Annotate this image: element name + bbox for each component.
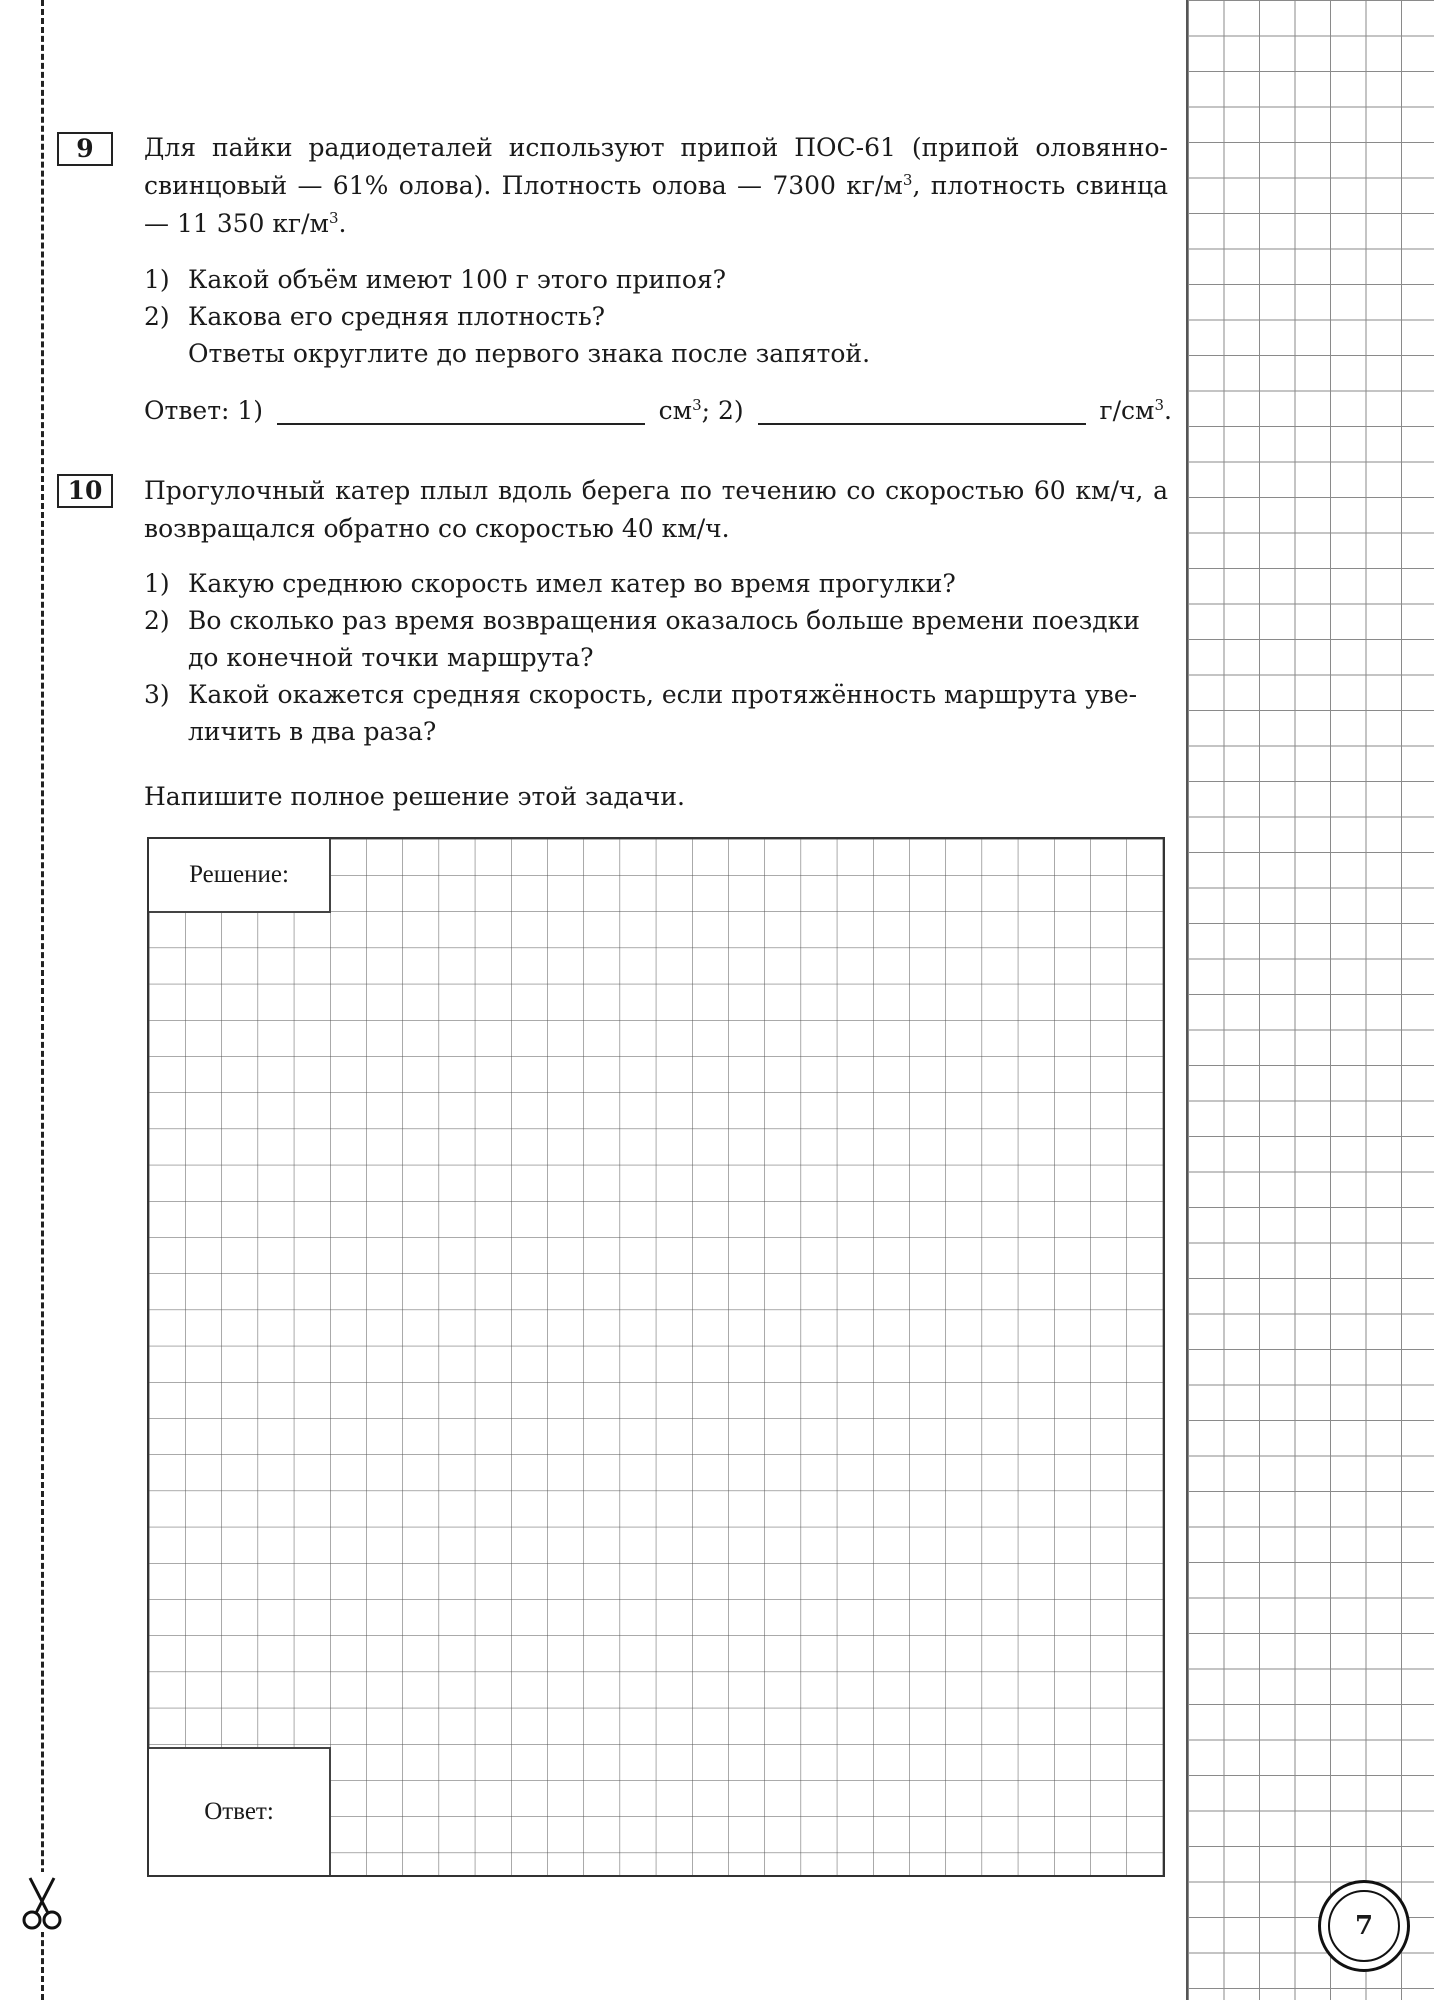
task-10-text: Прогулочный катер плыл вдоль берега по течению со скоростью 60 км/ч, а возвращался обратно со скоростью 40 км/ч. (144, 476, 1168, 543)
task-10-q3-text-line2: личить в два раза? (188, 717, 437, 746)
cut-line (41, 0, 44, 2000)
task-10-q2-text-line2: до конечной точки маршрута? (188, 643, 594, 672)
solution-label: Решение: (149, 839, 331, 913)
task-9-sup1: 3 (902, 171, 913, 189)
task-10-instruction: Напишите полное решение этой задачи. (144, 782, 685, 811)
task-9-text-c: . (338, 209, 347, 238)
task-9-note: Ответы округлите до первого знака после запятой. (188, 339, 871, 368)
task-10-q3-text-line1: Какой окажется средняя скорость, если протяжённость маршрута уве- (188, 680, 1138, 709)
answer-label: Ответ: (149, 1747, 331, 1875)
task-10-question-3 (144, 676, 1137, 713)
task-9-question-2 (144, 298, 605, 335)
task-9-q1-number: 1) (144, 265, 170, 294)
margin-grid (1186, 0, 1434, 2000)
task-9-answer-2-field[interactable] (758, 397, 1086, 425)
task-9-unit-2-text: г/см (1099, 396, 1155, 425)
page-number-badge (1318, 1880, 1410, 1972)
task-10-q2-number: 2) (144, 606, 170, 635)
task-9-q1-text: Какой объём имеют 100 г этого припоя? (188, 265, 727, 294)
task-9-q2-text: Какова его средняя плотность? (188, 302, 606, 331)
task-9-unit-1-sup: 3 (692, 396, 702, 414)
task-9-question-1 (144, 261, 726, 298)
task-9-answer-1-field[interactable] (277, 397, 645, 425)
task-9-text (144, 129, 1168, 243)
page-number: 7 (1328, 1890, 1400, 1962)
task-9-unit-1-text: см (658, 396, 693, 425)
task-10-q1-number: 1) (144, 569, 170, 598)
task-9-answer-prefix: Ответ: 1) (144, 396, 264, 425)
solution-grid (149, 839, 1163, 1875)
task-9-unit-1 (659, 396, 744, 425)
scissors-icon (20, 1872, 64, 1932)
task-10-question-1 (144, 565, 956, 602)
task-9-unit-2-sup: 3 (1154, 396, 1165, 414)
task-9-separator: ; 2) (701, 396, 744, 425)
task-10-q3-number: 3) (144, 680, 170, 709)
task-10-question-2 (144, 602, 1140, 639)
task-9-number: 9 (57, 132, 113, 166)
task-9-end: . (1164, 396, 1172, 425)
task-9-q2-number: 2) (144, 302, 170, 331)
task-9-unit-2 (1100, 396, 1172, 425)
task-10-number: 10 (57, 474, 113, 508)
solution-box[interactable] (147, 837, 1165, 1877)
task-10-q1-text: Какую среднюю скорость имел катер во время прогулки? (188, 569, 956, 598)
task-10-q2-text-line1: Во сколько раз время возвращения оказалось больше времени поездки (188, 606, 1140, 635)
task-9-answer-line (144, 396, 1172, 425)
task-9-sup2: 3 (328, 209, 339, 227)
task-9-text-b: , плотность свинца — 11 350 кг/м (144, 171, 1168, 238)
task-9-text-a: Для пайки радиодеталей используют припой ПОС-61 (припой оловянно-свинцовый — 61% олова). Плотность олова — 7300 кг/м (144, 133, 1168, 200)
